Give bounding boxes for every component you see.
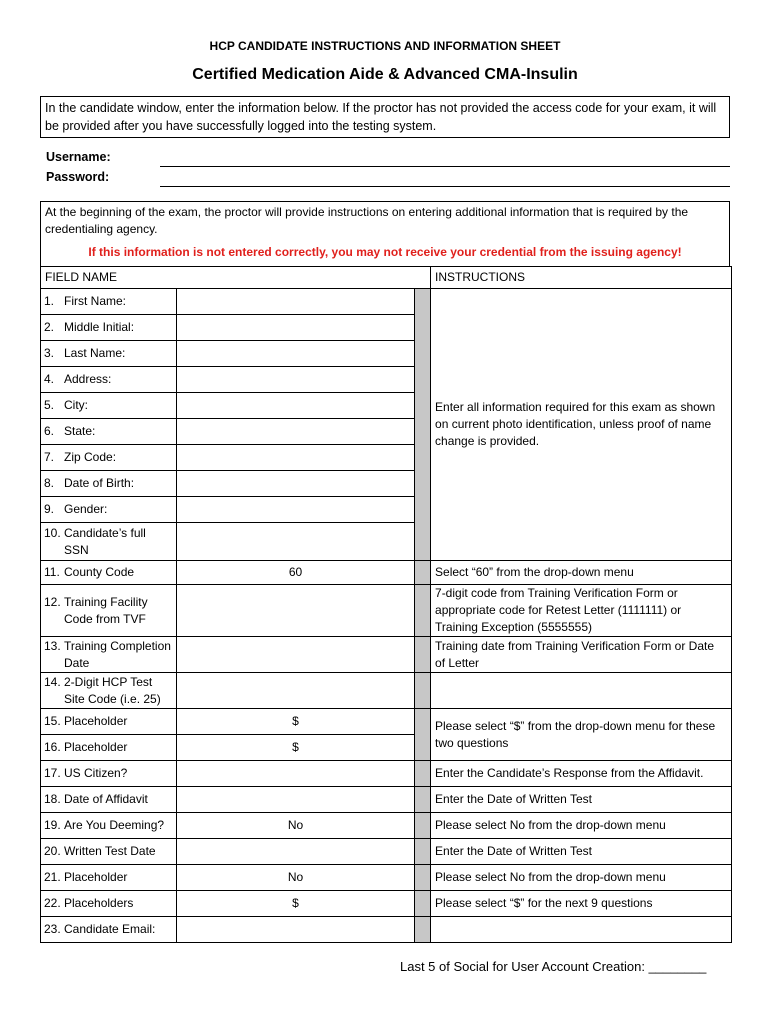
gray-column: [415, 865, 431, 891]
field-label: [41, 367, 177, 393]
field-label: [41, 445, 177, 471]
field-label: [41, 917, 177, 943]
instruction-text: 7-digit code from Training Verification Form or appropriate code for Retest Letter (1111111) or Training Exception (5555555): [435, 586, 682, 634]
field-name: Last Name:: [64, 346, 126, 360]
field-name: 2-Digit HCP Test Site Code (i.e. 25): [64, 674, 161, 706]
gray-column: [415, 673, 431, 709]
field-label: [41, 735, 177, 761]
field-number: 19.: [44, 818, 61, 832]
field-value-cell[interactable]: [177, 367, 415, 393]
info-text: At the beginning of the exam, the proctor will provide instructions on entering additional information that is required by the credentialing agency.: [45, 205, 689, 236]
field-name: Placeholder: [64, 740, 128, 754]
field-label: [41, 813, 177, 839]
instruction-text: Please select “$” from the drop-down menu for these two questions: [435, 718, 716, 750]
field-label: [41, 315, 177, 341]
placeholder-value[interactable]: $: [177, 891, 415, 917]
table-row: [41, 917, 732, 943]
instruction-text: Please select “$” for the next 9 questions: [435, 896, 653, 910]
gray-column: [415, 289, 431, 561]
gray-column: [415, 585, 431, 637]
placeholder-value[interactable]: $: [177, 735, 415, 761]
field-value-cell[interactable]: [177, 761, 415, 787]
page-title: HCP CANDIDATE INSTRUCTIONS AND INFORMATION SHEET: [209, 39, 561, 53]
placeholder-value[interactable]: No: [177, 865, 415, 891]
field-number: 18.: [44, 792, 61, 806]
field-value-cell[interactable]: [177, 315, 415, 341]
instruction-text: Enter all information required for this exam as shown on current photo identification, unless proof of name change is provided.: [435, 400, 716, 448]
field-name: Candidate’s full SSN: [64, 525, 146, 557]
field-number: 23.: [44, 922, 61, 936]
field-name: Placeholder: [64, 714, 128, 728]
field-name: Gender:: [64, 502, 108, 516]
field-label: [41, 585, 177, 637]
field-name: Are You Deeming?: [64, 818, 165, 832]
field-name: Placeholder: [64, 870, 128, 884]
table-row: [41, 839, 732, 865]
field-value-cell[interactable]: [177, 393, 415, 419]
field-name: Middle Initial:: [64, 320, 135, 334]
instruction-cell: [431, 761, 732, 787]
field-label: [41, 637, 177, 673]
field-name: Written Test Date: [64, 844, 156, 858]
info-box: [40, 201, 730, 266]
intro-text: In the candidate window, enter the information below. If the proctor has not provided the access code for your exam, it will be provided after you have successfully logged into the testing system.: [40, 96, 730, 138]
table-row: [41, 761, 732, 787]
gray-column: [415, 561, 431, 585]
table-row: [41, 891, 732, 917]
page-subtitle: Certified Medication Aide & Advanced CMA-Insulin: [192, 66, 578, 83]
table-row: [41, 561, 732, 585]
instruction-text: Please select No from the drop-down menu: [435, 818, 666, 832]
field-value-cell[interactable]: [177, 289, 415, 315]
field-name: State:: [64, 424, 96, 438]
field-label: [41, 419, 177, 445]
field-number: 17.: [44, 766, 61, 780]
table-row: [41, 787, 732, 813]
field-value-cell[interactable]: [177, 471, 415, 497]
field-label: [41, 289, 177, 315]
field-label: [41, 709, 177, 735]
field-name: Address:: [64, 372, 112, 386]
field-label: [41, 839, 177, 865]
gray-column: [415, 637, 431, 673]
field-name: US Citizen?: [64, 766, 128, 780]
instructions-header: INSTRUCTIONS: [431, 267, 732, 289]
table-row: [41, 585, 732, 637]
instruction-cell: [431, 813, 732, 839]
field-value-cell[interactable]: [177, 839, 415, 865]
field-value-cell[interactable]: [177, 585, 415, 637]
instruction-cell: [431, 839, 732, 865]
field-number: 2.: [44, 320, 55, 334]
field-number: 9.: [44, 502, 55, 516]
field-number: 5.: [44, 398, 55, 412]
field-number: 14.: [44, 674, 61, 689]
instruction-cell: [431, 585, 732, 637]
field-number: 21.: [44, 870, 61, 884]
field-name: County Code: [64, 565, 135, 579]
field-value-cell[interactable]: [177, 341, 415, 367]
field-number: 22.: [44, 896, 61, 910]
instruction-cell: [431, 891, 732, 917]
field-number: 15.: [44, 714, 61, 728]
field-number: 11.: [44, 565, 60, 579]
instruction-cell: [431, 787, 732, 813]
instruction-cell: [431, 673, 732, 709]
username-field[interactable]: [160, 166, 730, 167]
gray-column: [415, 761, 431, 787]
field-label: [41, 393, 177, 419]
field-label: [41, 497, 177, 523]
field-number: 8.: [44, 476, 55, 490]
field-value-cell[interactable]: [177, 445, 415, 471]
field-value-cell[interactable]: [177, 419, 415, 445]
gray-column: [415, 917, 431, 943]
field-name: Training Facility Code from TVF: [64, 594, 148, 626]
gray-column: [415, 787, 431, 813]
instruction-text: Enter the Candidate’s Response from the Affidavit.: [435, 766, 704, 780]
field-number: 20.: [44, 844, 61, 858]
footer-note: Last 5 of Social for User Account Creation: ________: [400, 959, 707, 974]
field-number: 1.: [44, 294, 55, 308]
gray-column: [415, 839, 431, 865]
table-row: [41, 637, 732, 673]
field-label: [41, 523, 177, 561]
gray-column: [415, 813, 431, 839]
field-name: Date of Birth:: [64, 476, 135, 490]
field-name: Placeholders: [64, 896, 134, 910]
field-value-cell[interactable]: [177, 637, 415, 673]
instruction-cell: [431, 865, 732, 891]
table-row: [41, 709, 732, 735]
field-number: 3.: [44, 346, 55, 360]
username-label: Username:: [46, 150, 111, 164]
instruction-cell: [431, 561, 732, 585]
field-value-cell[interactable]: [177, 673, 415, 709]
instruction-cell: [431, 917, 732, 943]
gray-column: [415, 891, 431, 917]
field-number: 4.: [44, 372, 55, 386]
field-number: 16.: [44, 740, 61, 754]
candidate-info-table: [40, 266, 732, 943]
field-label: [41, 471, 177, 497]
instruction-text: Please select No from the drop-down menu: [435, 870, 666, 884]
field-label: [41, 761, 177, 787]
field-label: [41, 673, 177, 709]
field-name: Training Completion Date: [64, 638, 171, 670]
field-value-cell[interactable]: [177, 917, 415, 943]
instruction-cell: [431, 289, 732, 561]
field-number: 6.: [44, 424, 55, 438]
field-label: [41, 865, 177, 891]
table-row: [41, 813, 732, 839]
table-row: [41, 865, 732, 891]
instruction-text: Enter the Date of Written Test: [435, 844, 592, 858]
field-name: City:: [64, 398, 88, 412]
warning-text: If this information is not entered correctly, you may not receive your credential from the issuing agency!: [88, 245, 682, 259]
table-header-row: [41, 267, 732, 289]
field-label: [41, 891, 177, 917]
field-label: [41, 787, 177, 813]
field-number: 10.: [44, 525, 61, 540]
field-name: Date of Affidavit: [64, 792, 148, 806]
field-name: Candidate Email:: [64, 922, 156, 936]
field-name: First Name:: [64, 294, 127, 308]
field-number: 13.: [44, 638, 61, 653]
table-row: [41, 289, 732, 315]
field-value-cell[interactable]: [177, 497, 415, 523]
password-label: Password:: [46, 170, 110, 184]
instruction-cell: [431, 709, 732, 761]
county-code-value[interactable]: 60: [177, 561, 415, 585]
field-value-cell[interactable]: [177, 523, 415, 561]
field-number: 7.: [44, 450, 55, 464]
field-name-header: FIELD NAME: [41, 267, 431, 289]
field-name: Zip Code:: [64, 450, 117, 464]
gray-column: [415, 709, 431, 761]
instruction-text: Training date from Training Verification Form or Date of Letter: [435, 638, 715, 670]
placeholder-value[interactable]: $: [177, 709, 415, 735]
instruction-text: Enter the Date of Written Test: [435, 792, 592, 806]
field-value-cell[interactable]: [177, 787, 415, 813]
table-row: [41, 673, 732, 709]
instruction-cell: [431, 637, 732, 673]
password-field[interactable]: [160, 186, 730, 187]
deeming-value[interactable]: No: [177, 813, 415, 839]
field-number: 12.: [44, 594, 61, 609]
field-label: [41, 561, 177, 585]
instruction-text: Select “60” from the drop-down menu: [435, 565, 634, 579]
field-label: [41, 341, 177, 367]
